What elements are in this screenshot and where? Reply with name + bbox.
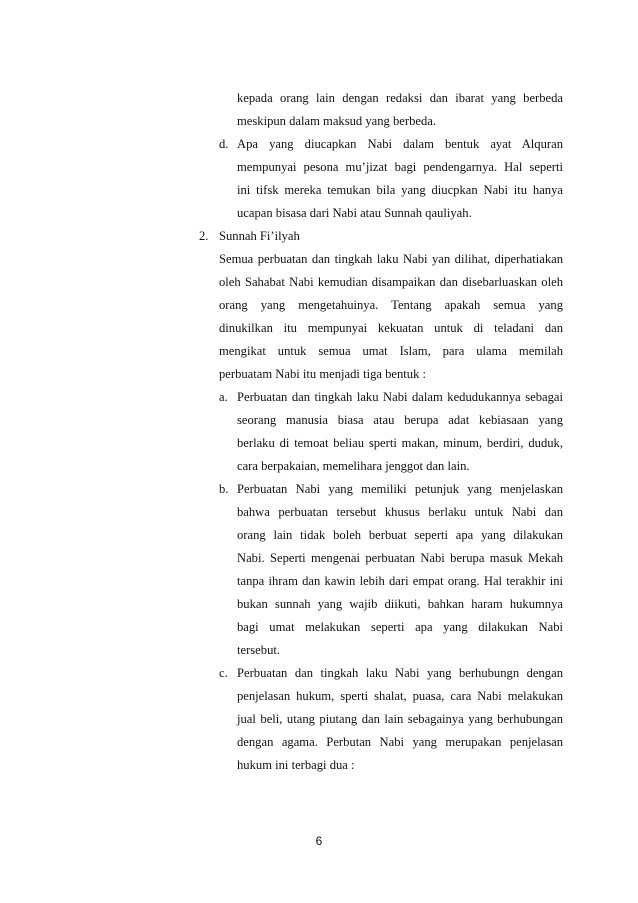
body-text-line: tersebut. [237,643,281,657]
list-marker-d: d. [219,137,229,151]
body-text-line: bagi umat melakukan seperti apa yang dilakukan Nabi [237,620,563,634]
body-text-line: Nabi. Seperti mengenai perbuatan Nabi berupa masuk Mekah [237,551,563,565]
body-text-line: berlaku di temoat beliau sperti makan, minum, berdiri, duduk, [237,436,563,450]
body-text-line: oleh Sahabat Nabi kemudian disampaikan dan disebarluaskan oleh [219,275,563,289]
body-text-line: mempunyai pesona mu’jizat bagi pendengarnya. Hal seperti [237,160,563,174]
body-text-line: Apa yang diucapkan Nabi dalam bentuk ayat Alquran [237,137,563,151]
body-text-line: cara berpakaian, memelihara jenggot dan lain. [237,459,470,473]
body-text-line: meskipun dalam maksud yang berbeda. [237,114,436,128]
body-text-line: bukan sunnah yang wajib diikuti, bahkan haram hukumnya [237,597,563,611]
body-text-line: Semua perbuatan dan tingkah laku Nabi yan dilihat, diperhatiakan [219,252,563,266]
body-text-line: penjelasan hukum, sperti shalat, puasa, cara Nabi melakukan [237,689,563,703]
page-number: 6 [315,834,323,848]
body-text-line: hukum ini terbagi dua : [237,758,355,772]
body-text-line: mengikat untuk semua umat Islam, para ulama memilah [219,344,563,358]
body-text-line: Perbuatan dan tingkah laku Nabi yang berhubungn dengan [237,666,563,680]
body-text-line: dinukilkan itu mempunyai kekuatan untuk di teladani dan [219,321,563,335]
body-text-line: orang lain tidak boleh berbuat seperti apa yang dilakukan [237,528,563,542]
body-text-line: tanpa ihram dan kawin lebih dari empat orang. Hal terakhir ini [237,574,563,588]
body-text-line: bahwa perbuatan tersebut khusus berlaku untuk Nabi dan [237,505,563,519]
body-text-line: Perbuatan Nabi yang memiliki petunjuk yang menjelaskan [237,482,563,496]
body-text-line: orang yang mengetahuinya. Tentang apakah semua yang [219,298,563,312]
body-text-line: dengan agama. Perbutan Nabi yang merupakan penjelasan [237,735,563,749]
section-number-2: 2. [199,229,209,243]
body-text-line: seorang manusia biasa atau berupa adat kebiasaan yang [237,413,563,427]
section-heading: Sunnah Fi’ilyah [219,229,300,243]
list-marker-a: a. [219,390,228,404]
list-marker-c: c. [219,666,228,680]
body-text-line: perbuatam Nabi itu menjadi tiga bentuk : [219,367,427,381]
body-text-line: jual beli, utang piutang dan lain sebagainya yang berhubungan [237,712,563,726]
body-text-line: kepada orang lain dengan redaksi dan ibarat yang berbeda [237,91,563,105]
body-text-line: Perbuatan dan tingkah laku Nabi dalam kedudukannya sebagai [237,390,563,404]
list-marker-b: b. [219,482,229,496]
body-text-line: ini tifsk mereka temukan bila yang diucpkan Nabi itu hanya [237,183,563,197]
body-text-line: ucapan bisasa dari Nabi atau Sunnah qauliyah. [237,206,472,220]
